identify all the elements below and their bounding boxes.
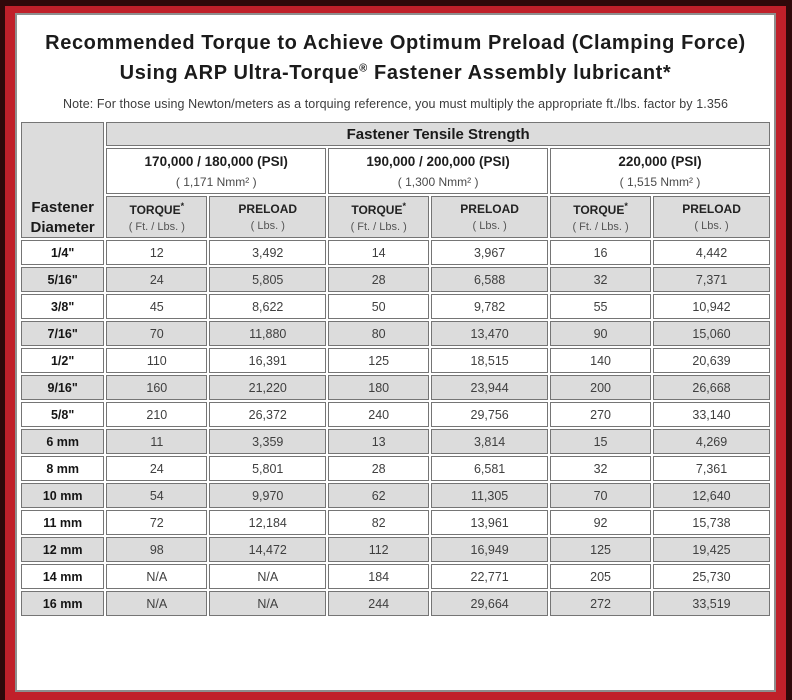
registered-mark: ® bbox=[359, 62, 368, 75]
value-cell: 125 bbox=[328, 348, 429, 373]
value-cell: 9,782 bbox=[431, 294, 548, 319]
table-row bbox=[21, 375, 770, 400]
diameter-cell: 14 mm bbox=[21, 564, 104, 589]
value-cell: 180 bbox=[328, 375, 429, 400]
value-cell: 45 bbox=[106, 294, 207, 319]
units-header-row bbox=[21, 196, 770, 238]
page-title bbox=[19, 28, 772, 88]
value-cell: 90 bbox=[550, 321, 651, 346]
document-panel bbox=[15, 13, 776, 692]
value-cell: 13,961 bbox=[431, 510, 548, 535]
table-row bbox=[21, 456, 770, 481]
value-cell: 4,442 bbox=[653, 240, 770, 265]
value-cell: 19,425 bbox=[653, 537, 770, 562]
value-cell: 7,371 bbox=[653, 267, 770, 292]
psi-group-190-200: 190,000 / 200,000 (PSI) ( 1,300 Nmm² ) bbox=[328, 148, 548, 194]
value-cell: 11 bbox=[106, 429, 207, 454]
value-cell: N/A bbox=[209, 591, 326, 616]
torque-column-header: TORQUE* ( Ft. / Lbs. ) bbox=[106, 196, 207, 238]
table-row bbox=[21, 591, 770, 616]
tensile-header-row bbox=[21, 122, 770, 146]
diameter-cell: 5/16" bbox=[21, 267, 104, 292]
diameter-cell: 3/8" bbox=[21, 294, 104, 319]
value-cell: 110 bbox=[106, 348, 207, 373]
title-line-2: Using ARP Ultra-Torque® Fastener Assembly lubricant* bbox=[119, 62, 672, 84]
value-cell: 29,756 bbox=[431, 402, 548, 427]
value-cell: 26,372 bbox=[209, 402, 326, 427]
value-cell: N/A bbox=[106, 564, 207, 589]
value-cell: 62 bbox=[328, 483, 429, 508]
value-cell: 200 bbox=[550, 375, 651, 400]
value-cell: 12,640 bbox=[653, 483, 770, 508]
table-row bbox=[21, 510, 770, 535]
value-cell: 70 bbox=[550, 483, 651, 508]
table-row bbox=[21, 321, 770, 346]
table-row bbox=[21, 240, 770, 265]
psi-header-row bbox=[21, 148, 770, 194]
value-cell: 15,738 bbox=[653, 510, 770, 535]
value-cell: 16,391 bbox=[209, 348, 326, 373]
value-cell: 12,184 bbox=[209, 510, 326, 535]
value-cell: 72 bbox=[106, 510, 207, 535]
tensile-strength-header: Fastener Tensile Strength bbox=[106, 122, 770, 146]
value-cell: 18,515 bbox=[431, 348, 548, 373]
value-cell: 32 bbox=[550, 456, 651, 481]
value-cell: 184 bbox=[328, 564, 429, 589]
title-block bbox=[19, 15, 772, 111]
value-cell: 22,771 bbox=[431, 564, 548, 589]
psi-group-220: 220,000 (PSI) ( 1,515 Nmm² ) bbox=[550, 148, 770, 194]
preload-column-header: PRELOAD ( Lbs. ) bbox=[653, 196, 770, 238]
value-cell: 3,359 bbox=[209, 429, 326, 454]
title-line-1: Recommended Torque to Achieve Optimum Preload (Clamping Force) bbox=[45, 32, 746, 54]
value-cell: 82 bbox=[328, 510, 429, 535]
value-cell: 33,519 bbox=[653, 591, 770, 616]
table-row bbox=[21, 429, 770, 454]
table-row bbox=[21, 564, 770, 589]
value-cell: 5,801 bbox=[209, 456, 326, 481]
value-cell: 272 bbox=[550, 591, 651, 616]
table-row bbox=[21, 537, 770, 562]
value-cell: 54 bbox=[106, 483, 207, 508]
value-cell: 24 bbox=[106, 267, 207, 292]
value-cell: 50 bbox=[328, 294, 429, 319]
diameter-cell: 16 mm bbox=[21, 591, 104, 616]
value-cell: 11,880 bbox=[209, 321, 326, 346]
value-cell: 16,949 bbox=[431, 537, 548, 562]
diameter-cell: 7/16" bbox=[21, 321, 104, 346]
value-cell: 14,472 bbox=[209, 537, 326, 562]
value-cell: 5,805 bbox=[209, 267, 326, 292]
value-cell: N/A bbox=[106, 591, 207, 616]
diameter-cell: 9/16" bbox=[21, 375, 104, 400]
value-cell: 21,220 bbox=[209, 375, 326, 400]
diameter-cell: 6 mm bbox=[21, 429, 104, 454]
value-cell: 210 bbox=[106, 402, 207, 427]
conversion-note: Note: For those using Newton/meters as a torquing reference, you must multiply the appropriate ft./lbs. factor by 1.356 bbox=[62, 97, 728, 111]
value-cell: 29,664 bbox=[431, 591, 548, 616]
value-cell: 28 bbox=[328, 267, 429, 292]
table-row bbox=[21, 483, 770, 508]
diameter-cell: 1/4" bbox=[21, 240, 104, 265]
preload-column-header: PRELOAD ( Lbs. ) bbox=[431, 196, 548, 238]
value-cell: 270 bbox=[550, 402, 651, 427]
value-cell: 3,814 bbox=[431, 429, 548, 454]
value-cell: 28 bbox=[328, 456, 429, 481]
value-cell: 24 bbox=[106, 456, 207, 481]
table-row bbox=[21, 348, 770, 373]
value-cell: 205 bbox=[550, 564, 651, 589]
table-row bbox=[21, 267, 770, 292]
psi-group-170-180: 170,000 / 180,000 (PSI) ( 1,171 Nmm² ) bbox=[106, 148, 326, 194]
value-cell: 140 bbox=[550, 348, 651, 373]
table-body bbox=[21, 240, 770, 616]
value-cell: 55 bbox=[550, 294, 651, 319]
diameter-cell: 5/8" bbox=[21, 402, 104, 427]
value-cell: 6,588 bbox=[431, 267, 548, 292]
value-cell: 15 bbox=[550, 429, 651, 454]
value-cell: 12 bbox=[106, 240, 207, 265]
value-cell: 7,361 bbox=[653, 456, 770, 481]
diameter-cell: 8 mm bbox=[21, 456, 104, 481]
diameter-cell: 10 mm bbox=[21, 483, 104, 508]
value-cell: 3,967 bbox=[431, 240, 548, 265]
value-cell: 25,730 bbox=[653, 564, 770, 589]
diameter-cell: 12 mm bbox=[21, 537, 104, 562]
table-row bbox=[21, 402, 770, 427]
torque-column-header: TORQUE* ( Ft. / Lbs. ) bbox=[550, 196, 651, 238]
value-cell: 125 bbox=[550, 537, 651, 562]
value-cell: 240 bbox=[328, 402, 429, 427]
value-cell: 13,470 bbox=[431, 321, 548, 346]
torque-spec-table bbox=[19, 120, 772, 618]
corner-header-fastener-diameter: Fastener Diameter bbox=[21, 122, 104, 238]
diameter-cell: 1/2" bbox=[21, 348, 104, 373]
value-cell: 15,060 bbox=[653, 321, 770, 346]
value-cell: 244 bbox=[328, 591, 429, 616]
value-cell: 26,668 bbox=[653, 375, 770, 400]
value-cell: 14 bbox=[328, 240, 429, 265]
value-cell: 8,622 bbox=[209, 294, 326, 319]
value-cell: 160 bbox=[106, 375, 207, 400]
value-cell: 32 bbox=[550, 267, 651, 292]
table-row bbox=[21, 294, 770, 319]
value-cell: 10,942 bbox=[653, 294, 770, 319]
value-cell: 112 bbox=[328, 537, 429, 562]
value-cell: 16 bbox=[550, 240, 651, 265]
value-cell: 9,970 bbox=[209, 483, 326, 508]
value-cell: 6,581 bbox=[431, 456, 548, 481]
value-cell: 98 bbox=[106, 537, 207, 562]
value-cell: N/A bbox=[209, 564, 326, 589]
value-cell: 13 bbox=[328, 429, 429, 454]
value-cell: 33,140 bbox=[653, 402, 770, 427]
torque-column-header: TORQUE* ( Ft. / Lbs. ) bbox=[328, 196, 429, 238]
diameter-cell: 11 mm bbox=[21, 510, 104, 535]
value-cell: 92 bbox=[550, 510, 651, 535]
value-cell: 70 bbox=[106, 321, 207, 346]
value-cell: 3,492 bbox=[209, 240, 326, 265]
value-cell: 4,269 bbox=[653, 429, 770, 454]
value-cell: 23,944 bbox=[431, 375, 548, 400]
value-cell: 20,639 bbox=[653, 348, 770, 373]
value-cell: 11,305 bbox=[431, 483, 548, 508]
value-cell: 80 bbox=[328, 321, 429, 346]
preload-column-header: PRELOAD ( Lbs. ) bbox=[209, 196, 326, 238]
